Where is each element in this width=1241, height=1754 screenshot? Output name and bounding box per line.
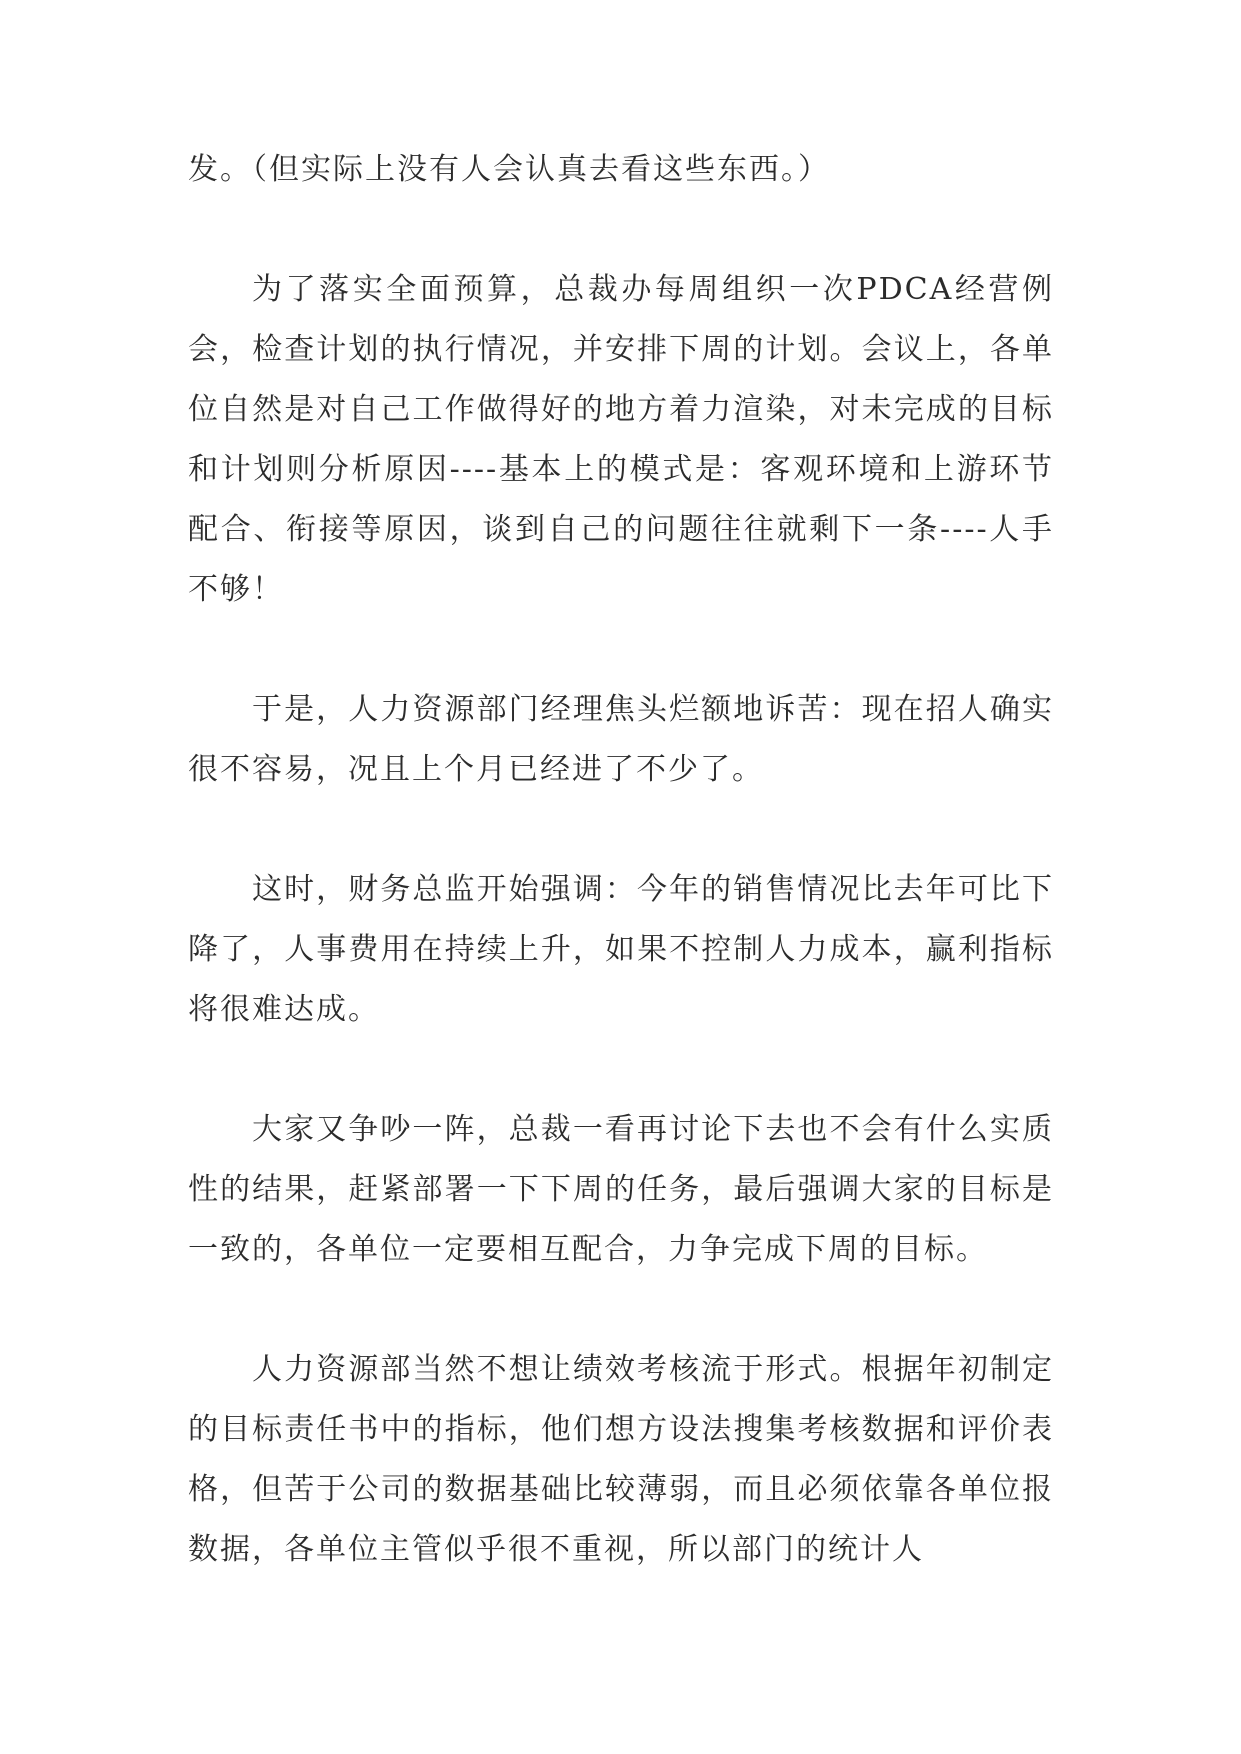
document-body xyxy=(188,140,1054,1640)
paragraph-finance-director: 这时，财务总监开始强调：今年的销售情况比去年可比下降了，人事费用在持续上升，如果不控制人力成本，赢利指标将很难达成。 xyxy=(188,872,1054,1027)
paragraph-hr-manager: 于是，人力资源部门经理焦头烂额地诉苦：现在招人确实很不容易，况且上个月已经进了不少了。 xyxy=(188,692,1054,787)
paragraph-hr-department: 人力资源部当然不想让绩效考核流于形式。根据年初制定的目标责任书中的指标，他们想方设法搜集考核数据和评价表格，但苦于公司的数据基础比较薄弱，而且必须依靠各单位报数据，各单位主管似乎很不重视，所以部门的统计人 xyxy=(188,1352,1054,1567)
paragraph-president: 大家又争吵一阵，总裁一看再讨论下去也不会有什么实质性的结果，赶紧部署一下下周的任务，最后强调大家的目标是一致的，各单位一定要相互配合，力争完成下周的目标。 xyxy=(188,1112,1054,1267)
paragraph-pdca-meeting: 为了落实全面预算，总裁办每周组织一次PDCA经营例会，检查计划的执行情况，并安排下周的计划。会议上，各单位自然是对自己工作做得好的地方着力渲染，对未完成的目标和计划则分析原因----基本上的模式是：客观环境和上游环节配合、衔接等原因，谈到自己的问题往往就剩下一条----人手不够！ xyxy=(188,272,1054,607)
paragraph-continued: 发。（但实际上没有人会认真去看这些东西。） xyxy=(188,152,830,187)
